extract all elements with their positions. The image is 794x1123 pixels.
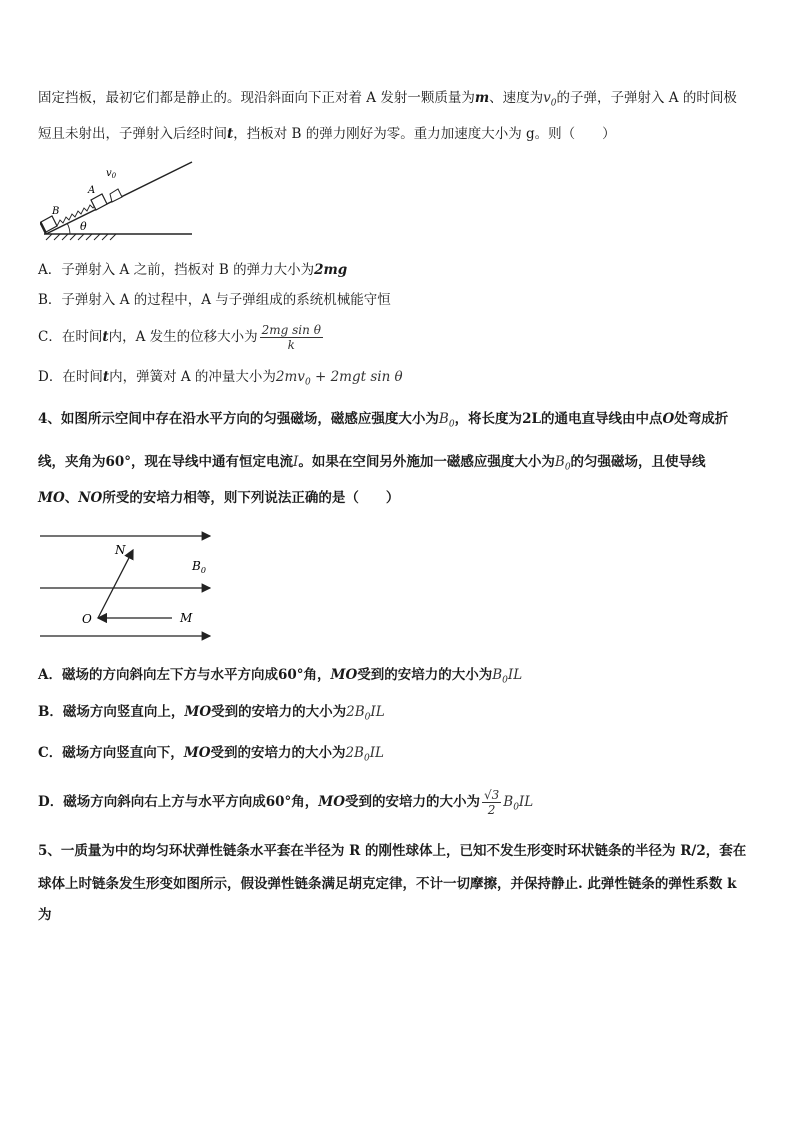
q4-d-fraction: $\frac{√3}{2}$	[483, 788, 500, 817]
q5-stem-line2: 球体上时链条发生形变如图所示，假设弹性链条满足胡克定律，不计一切摩擦，并保持静止. 此弹性链条的弹性系数 k	[38, 876, 737, 892]
q3-stem-line1: 固定挡板，最初它们都是静止的。现沿斜面向下正对着 A 发射一颗质量为m、速度为$v_0$的子弹，子弹射入 A 的时间极	[38, 90, 737, 109]
q4-stem-line2: 线，夹角为60°，现在导线中通有恒定电流I。如果在空间另外施加一磁感应强度大小为$B_0$的匀强磁场，且使导线	[38, 454, 706, 473]
bullet	[110, 189, 122, 202]
spring	[57, 204, 96, 226]
q4-option-a[interactable]: A．磁场的方向斜向左下方与水平方向成60°角，MO受到的安培力的大小为$B_0IL$	[38, 667, 523, 686]
q3-stem-line2: 短且未射出，子弹射入后经时间t，挡板对 B 的弹力刚好为零。重力加速度大小为 g。则（ ）	[38, 126, 616, 142]
q5-stem-line3: 为	[38, 907, 52, 923]
label-b: B	[52, 206, 60, 217]
ground-hatch	[46, 234, 116, 240]
q3-c-fraction: $\frac{\text{2mg sin θ}}{k}$	[261, 323, 321, 352]
q4-magnetic-field-figure	[38, 526, 218, 642]
q4-stem-line1: 4、如图所示空间中存在沿水平方向的匀强磁场，磁感应强度大小为$B_0$，将长度为2L的通电直导线由中点O处弯成折	[38, 411, 729, 430]
label-o: O	[82, 612, 92, 626]
q4-option-d[interactable]: D．磁场方向斜向右上方与水平方向成60°角，MO受到的安培力的大小为 $\frac{√3}{2}$ $B_0IL$	[38, 788, 534, 817]
label-b0: $B_0$	[192, 559, 206, 575]
label-theta: θ	[80, 220, 87, 233]
label-m: M	[180, 611, 193, 625]
q3-option-d[interactable]: D．在时间t内，弹簧对 A 的冲量大小为$2mv_0 + 2mgt$ sin θ	[38, 369, 403, 388]
wire-on	[98, 550, 133, 618]
q3-incline-figure	[40, 160, 200, 244]
angle-arc	[67, 223, 70, 234]
q4-option-b[interactable]: B．磁场方向竖直向上，MO受到的安培力的大小为$2B_0IL$	[38, 704, 385, 723]
label-v0: $v_0$	[106, 168, 117, 180]
q4-stem-line3: MO、NO所受的安培力相等，则下列说法正确的是（ ）	[38, 490, 400, 506]
q4-option-c[interactable]: C．磁场方向竖直向下，MO受到的安培力的大小为$2B_0IL$	[38, 745, 385, 764]
label-n: N	[115, 543, 126, 557]
label-a: A	[88, 185, 96, 196]
q5-stem-line1: 5、一质量为中的均匀环状弹性链条水平套在半径为 R 的刚性球体上，已知不发生形变时环状链条的半径为 R/2，套在	[38, 843, 747, 859]
q3-option-a[interactable]: A．子弹射入 A 之前，挡板对 B 的弹力大小为2mg	[38, 262, 348, 278]
q3-option-c[interactable]: C．在时间t内，A 发生的位移大小为 $\frac{\text{2mg sin θ}}{k}$	[38, 323, 321, 352]
q3-option-b[interactable]: B．子弹射入 A 的过程中，A 与子弹组成的系统机械能守恒	[38, 292, 391, 308]
